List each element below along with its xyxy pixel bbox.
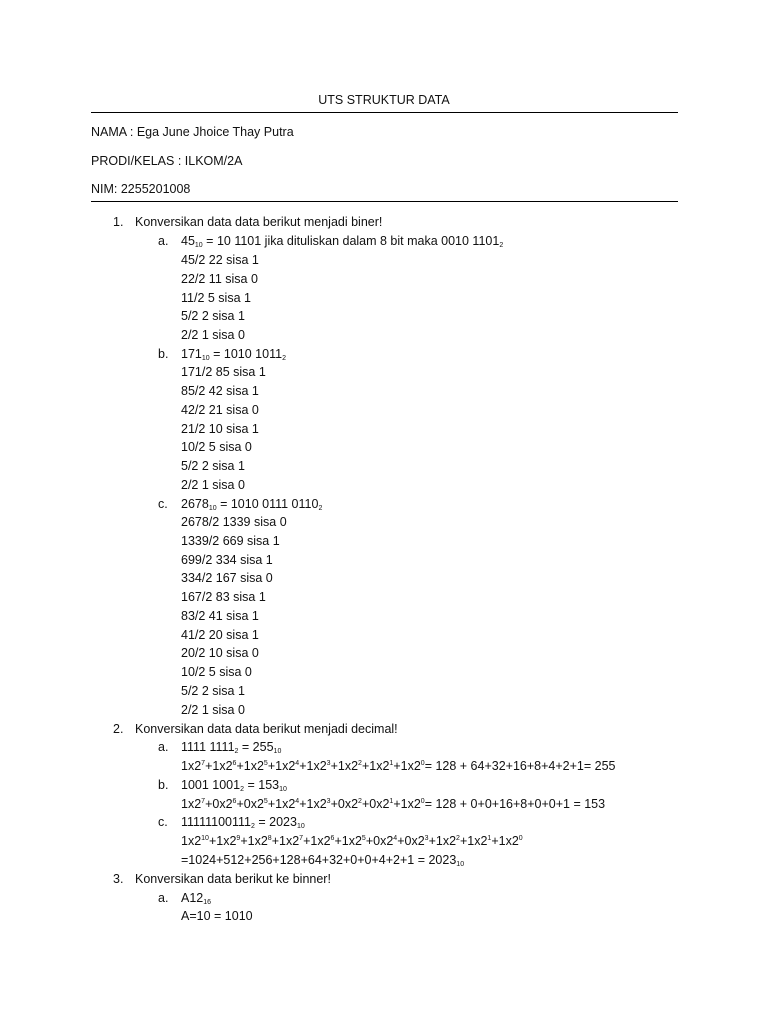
division-step: 10/2 5 sisa 0: [181, 665, 252, 679]
question-text: Konversikan data data berikut menjadi decimal!: [135, 722, 398, 736]
calculation-line: $1x2^7+0x2^6+0x2^5+1x2^4+1x2^3+0x2^2+0x2^1+1x2^0= 128 + 0+0+16+8+0+0+1 = 153$: [181, 797, 606, 811]
page-title: UTS STRUKTUR DATA: [318, 93, 450, 107]
division-step: 11/2 5 sisa 1: [181, 291, 251, 305]
student-nim: NIM: 2255201008: [91, 182, 191, 196]
division-step: 2/2 1 sisa 0: [181, 703, 245, 717]
division-step: 5/2 2 sisa 1: [181, 309, 245, 323]
division-step: 2678/2 1339 sisa 0: [181, 515, 287, 529]
question-number: 1.: [113, 215, 124, 229]
item-marker: a.: [158, 740, 169, 754]
question-text: Konversikan data data berikut menjadi biner!: [135, 215, 383, 229]
item-marker: a.: [158, 891, 169, 905]
conversion-result: $A12_{16}$: [181, 891, 212, 906]
question-number: 2.: [113, 722, 124, 736]
question-number: 3.: [113, 872, 124, 886]
division-step: 41/2 20 sisa 1: [181, 628, 259, 642]
division-step: 171/2 85 sisa 1: [181, 365, 266, 379]
conversion-result: $45_{10} = 10$ 1101 jika dituliskan dalam 8 bit maka 0010 $1101_2$: [181, 234, 504, 249]
calculation-line: A=10 = 1010: [181, 909, 253, 923]
item-marker: a.: [158, 234, 169, 248]
item-marker: b.: [158, 778, 169, 792]
division-step: 334/2 167 sisa 0: [181, 571, 273, 585]
division-step: 20/2 10 sisa 0: [181, 646, 259, 660]
conversion-result: $2678_{10} = 1010$ 0111 $0110_2$: [181, 497, 323, 512]
division-step: 1339/2 669 sisa 1: [181, 534, 280, 548]
division-step: 5/2 2 sisa 1: [181, 684, 245, 698]
conversion-result: 1001 $1001_2 = 153_{10}$: [181, 778, 287, 793]
question-text: Konversikan data berikut ke binner!: [135, 872, 331, 886]
division-step: 5/2 2 sisa 1: [181, 459, 245, 473]
division-step: 42/2 21 sisa 0: [181, 403, 259, 417]
conversion-result: $171_{10} = 1010$ $1011_2$: [181, 347, 286, 362]
student-name: NAMA : Ega June Jhoice Thay Putra: [91, 125, 294, 139]
title-rule: [91, 112, 678, 113]
division-step: 2/2 1 sisa 0: [181, 478, 245, 492]
division-step: 85/2 42 sisa 1: [181, 384, 259, 398]
division-step: 167/2 83 sisa 1: [181, 590, 266, 604]
division-step: 45/2 22 sisa 1: [181, 253, 259, 267]
header-rule: [91, 201, 678, 202]
item-marker: b.: [158, 347, 169, 361]
division-step: 83/2 41 sisa 1: [181, 609, 259, 623]
item-marker: c.: [158, 815, 168, 829]
division-step: 21/2 10 sisa 1: [181, 422, 259, 436]
division-step: 22/2 11 sisa 0: [181, 272, 258, 286]
division-step: 2/2 1 sisa 0: [181, 328, 245, 342]
calculation-line: $1x2^{10}+1x2^9+1x2^8+1x2^7+1x2^6+1x2^5+0x2^4+0x2^3+1x2^2+1x2^1+1x2^0$: [181, 834, 523, 848]
calculation-line: $1x2^7+1x2^6+1x2^5+1x2^4+1x2^3+1x2^2+1x2^1+1x2^0= 128 + 64+32+16+8+4+2+1= 255$: [181, 759, 616, 773]
item-marker: c.: [158, 497, 168, 511]
division-step: 699/2 334 sisa 1: [181, 553, 273, 567]
calculation-line: $=1024+512+256+128+64+32+0+0+4+2+1 = 2023_{10}$: [181, 853, 465, 868]
division-step: 10/2 5 sisa 0: [181, 440, 252, 454]
conversion-result: $11111100111_2 = 2023_{10}$: [181, 815, 305, 830]
conversion-result: 1111 $1111_2 = 255_{10}$: [181, 740, 282, 755]
student-class: PRODI/KELAS : ILKOM/2A: [91, 154, 243, 168]
